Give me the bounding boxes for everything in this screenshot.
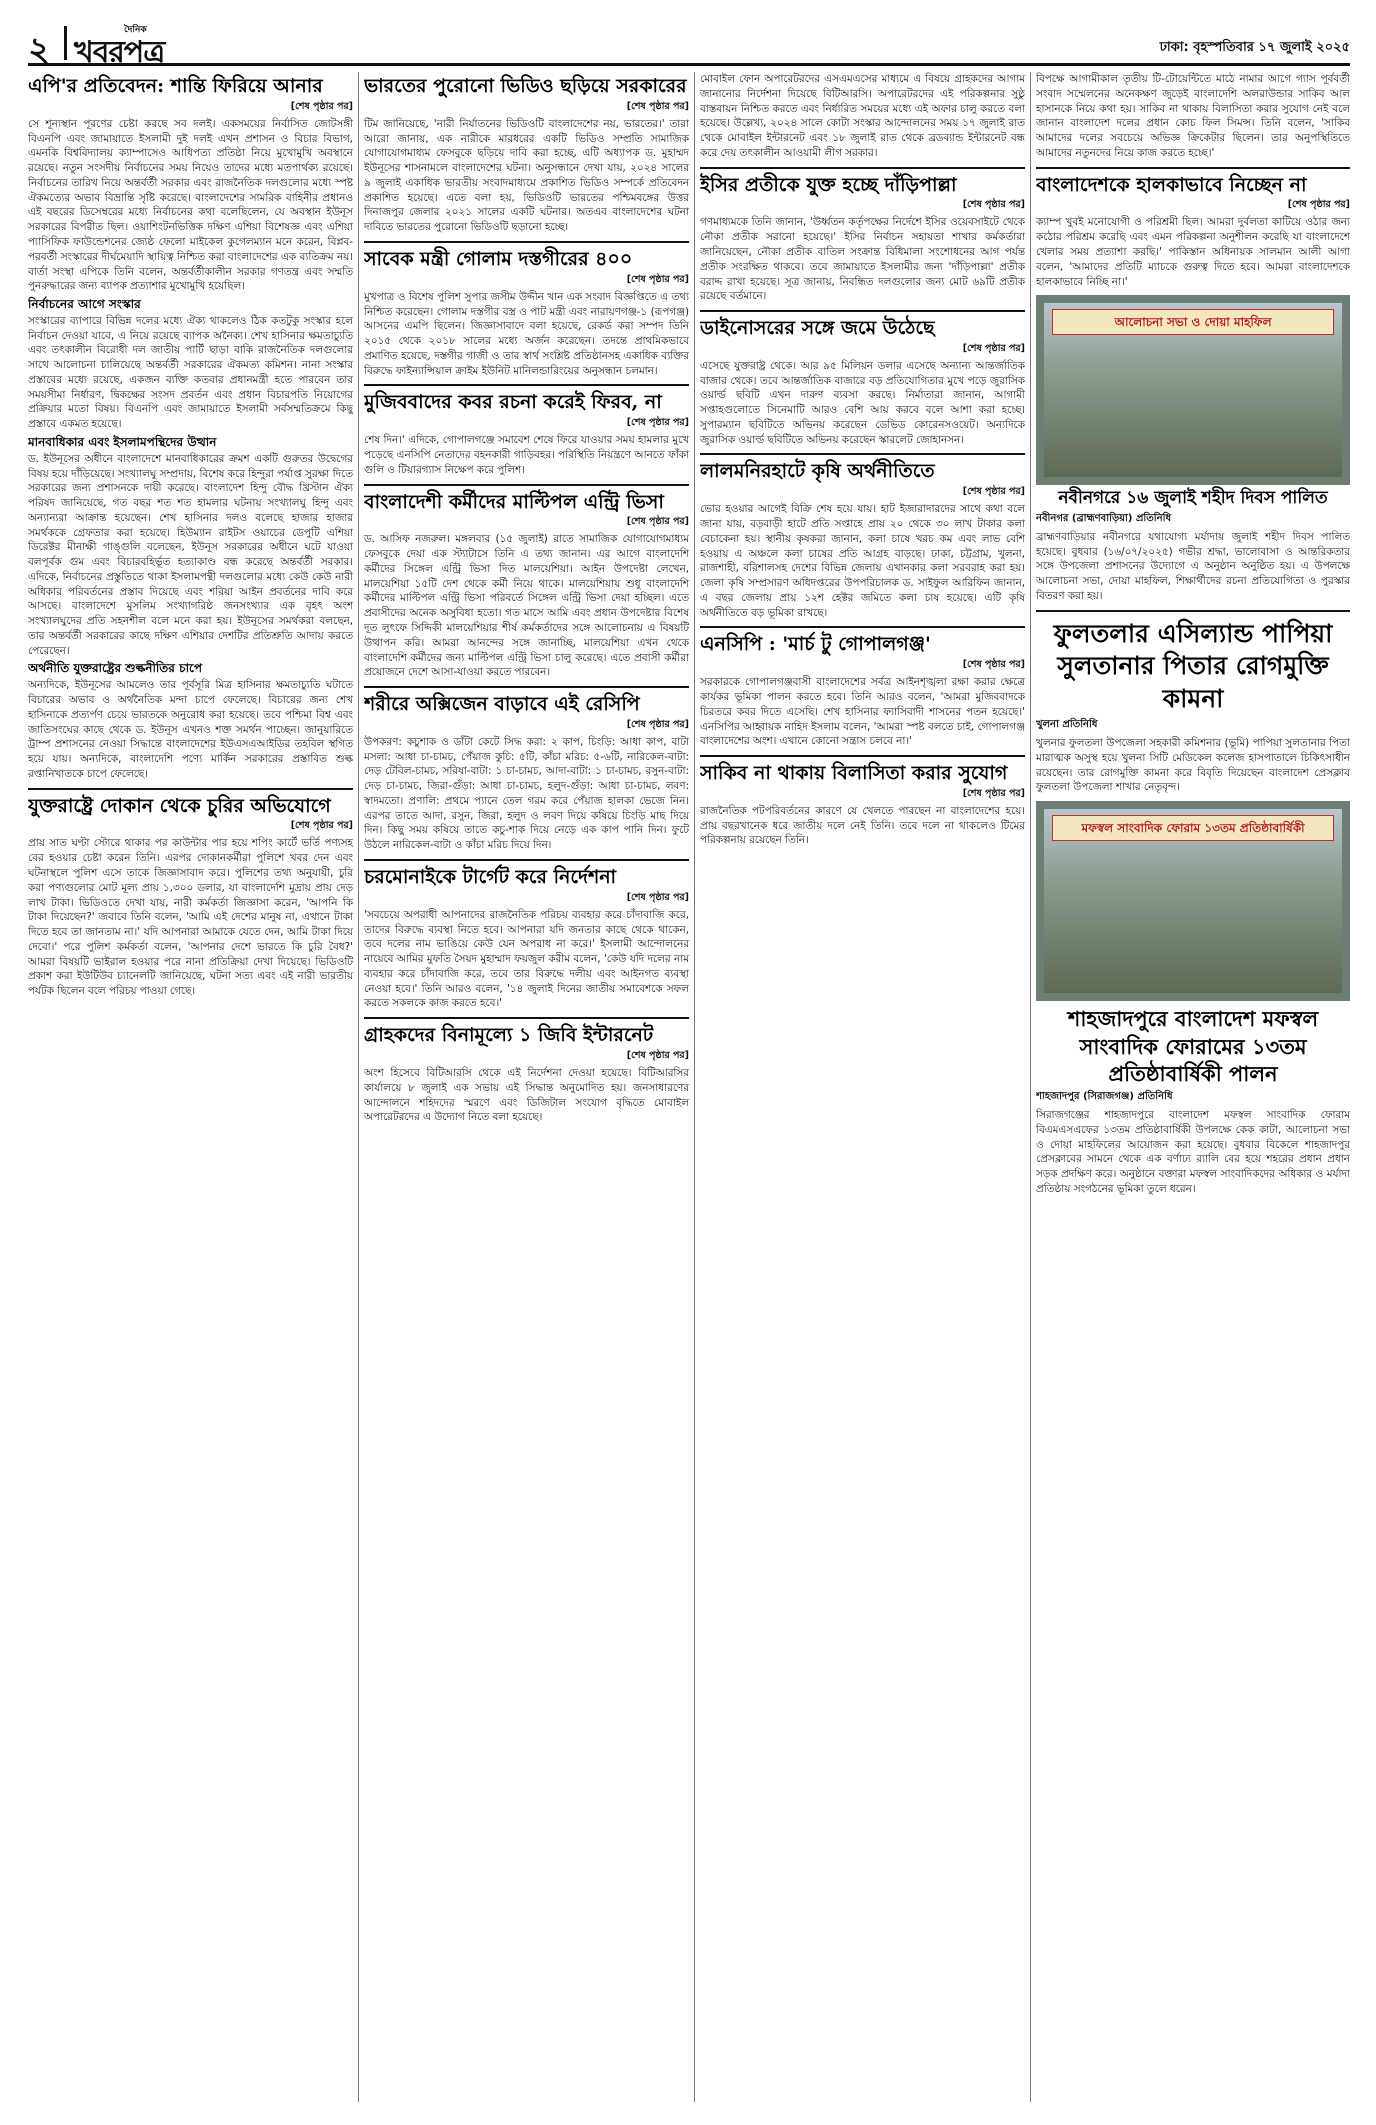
continuation-note: [শেষ পৃষ্ঠার পর] xyxy=(626,891,689,903)
article-us-shoplifting xyxy=(28,788,353,999)
headline[interactable]: ফুলতলার এসিল্যান্ড পাপিয়া সুলতানার পিতার রোগমুক্তি কামনা xyxy=(1053,618,1333,713)
article-body: ড. আসিফ নজরুল। মঙ্গলবার (১৫ জুলাই) রাতে সামাজিক যোগাযোগমাধ্যম ফেসবুকে দেয়া এক স্ট্যাটাসে তিনি এ তথ্য জানান। এর আগে বাংলাদেশি কর্মীদের সিঙ্গেল এন্ট্রি ভিসা দিত মালয়েশিয়া। আইন উপদেষ্টা লেখেন, মালয়েশিয়া ১৫টি দেশ থেকে কর্মী নিয়ে থাকে। মালয়েশিয়ায় শুধু বাংলাদেশি কর্মীদের মাল্টিপল এন্ট্রি ভিসা পরিবর্তে সিঙ্গেল এন্ট্রি ভিসা দেয়া হচ্ছিল। এতে প্রবাসীদের অনেক অসুবিধা হতো। গত মাসে আমি এবং প্রধান উপদেষ্টার বিশেষ দূত লুৎফে সিদ্দিকী মালয়েশিয়ার শীর্ষ কর্মকর্তাদের সঙ্গে আলোচনায় এ বিষয়টি উত্থাপন করি। আমরা আনন্দের সঙ্গে জানাচ্ছি, মালয়েশিয়া এখন থেকে বাংলাদেশি কর্মীদের জন্য মাল্টিপল এন্ট্রি ভিসা চালু করেছে। এতে প্রবাসী কর্মীরা প্রয়োজনে দেশে আসা-যাওয়া করতে পারবেন। xyxy=(364,533,689,679)
subheading: মানবাধিকার এবং ইসলামপন্থিদের উত্থান xyxy=(28,434,217,449)
article-body: টিম জানিয়েছে, 'নারী নির্যাতনের ভিডিওটি বাংলাদেশের নয়, ভারতের।' তারা আরো জানায়, এক নারীকে মারধরের একটি ভিডিও সম্প্রতি সামাজিক যোগাযোগমাধ্যম ফেসবুকে ছড়িয়ে দাবি করা হচ্ছে, এটি অধ্যাপক ড. মুহাম্মদ ইউনূসের শাসনামলে বাংলাদেশের ঘটনা। অনুসন্ধানে দেখা যায়, ২০২৪ সালের ৯ জুলাই একাধিক ভারতীয় সংবাদমাধ্যমে প্রকাশিত ভিডিও সম্পর্কে প্রতিবেদন প্রকাশিত হয়েছে। এতে বলা হয়, ভিডিওটি ভারতের পশ্চিমবঙ্গের উত্তর দিনাজপুর জেলার ২০২১ সালের একটি ঘটনার। অতএব বাংলাদেশের ঘটনা দাবিতে ভারতের পুরোনো ভিডিওটি ছড়ানো হচ্ছে। xyxy=(364,117,689,234)
headline[interactable]: চরমোনাইকে টার্গেট করে নির্দেশনা xyxy=(364,866,617,889)
article-ap-report xyxy=(28,76,353,782)
article-body: সে শূন্যস্থান পূরণের চেষ্টা করছে সব দলই। একসময়ের নির্বাসিত জোটসঙ্গী বিএনপি এবং জামায়াতে ইসলামী দুই দলই এখন প্রশাসন ও বিচার বিভাগ, এমনকি বিশ্ববিদ্যালয় ক্যাম্পাসেও আধিপত্য প্রতিষ্ঠা নিয়ে মুখোমুখি অবস্থানে রয়েছে। নতুন সংসদীয় নির্বাচনের সময় নিয়েও তাদের মধ্যে মতপার্থক্য রয়েছে। নির্বাচনের তারিখ নিয়ে অন্তর্বর্তী সরকার এবং রাজনৈতিক দলগুলোর মধ্যে স্পষ্ট ঐকমত্যের অভাব বিভ্রান্তি সৃষ্টি করেছে। বাংলাদেশের সামরিক বাহিনীর প্রধানও এই বছরের ডিসেম্বরের মধ্যে নির্বাচনের কথা বলেছিলেন, যে অবস্থান ইউনূস সরকারের বিপরীত ছিল। ওয়াশিংটনভিত্তিক দক্ষিণ এশিয়া বিশেষজ্ঞ এবং এশিয়া প্যাসিফিক ফাউন্ডেশনের জ্যেষ্ঠ ফেলো মাইকেল কুগেলম্যান মনে করেন, বিপ্লব-পরবর্তী সংস্কারের দীর্ঘমেয়াদি স্থায়িত্ব নিশ্চিত করা বাংলাদেশের এক ব্যতিক্রম নয়। বার্তা সংস্থা এপিকে তিনি বলেন, অন্তর্বর্তীকালীন সরকার গণতন্ত্র এবং সম্মতি পুনরুদ্ধারের জন্য ব্যাপক প্রত্যাশার মুখোমুখি হয়েছিল। xyxy=(28,117,353,293)
article-ncp-gopalganj xyxy=(700,626,1025,749)
headline[interactable]: এপি'র প্রতিবেদন: শান্তি ফিরিয়ে আনার xyxy=(28,75,323,97)
article-fultala xyxy=(1036,610,1350,796)
article-body: প্রায় সাত ঘণ্টা স্টোরে থাকার পর কাউন্টার পার হয়ে শপিং কার্টে ভর্তি পণ্যসহ বের হওয়ার চেষ্টা করেন তিনি। এরপর দোকানকর্মীরা পুলিশে খবর দেন এবং ঘটনাস্থলে পুলিশ এসে তাকে জিজ্ঞাসাবাদ করে। পুলিশের তথ্য অনুযায়ী, চুরি করা পণ্যগুলোর মোট মূল্য প্রায় ১,৩০০ ডলার, যা বাংলাদেশি মুদ্রায় প্রায় দেড় লাখ টাকা। ভিডিওতে দেখা যায়, নারী কর্মকর্তা জিজ্ঞাসা করেন, 'আপনি কি টাকা দিয়েছেন?' জবাবে তিনি বলেন, 'আমি এই দেশের মানুষ না, এখানে টাকা দিতে হবে তা জানতাম না।' যদি আপনারা আমাকে যেতে দেন, আমি টাকা দিয়ে দেবো।' পরে পুলিশ কর্মকর্তা বলেন, 'আপনার দেশে ভারতে কি চুরি বৈধ?' আমরা বিষয়টি ভাইরাল হওয়ার পরে নানা প্রতিক্রিয়া দেখা দিয়েছে। ভিডিওটি প্রকাশ করা ইউটিউব চ্যানেলটি জানিয়েছে, ঘটনা সত্য এবং এই নারী ভারতীয় পর্যটক ছিলেন বলে পরিচয় পাওয়া গেছে। xyxy=(28,837,353,998)
continuation-note: [শেষ পৃষ্ঠার পর] xyxy=(1287,199,1350,211)
article-mujibbad xyxy=(364,384,689,477)
article-ec-symbol xyxy=(700,167,1025,304)
continuation-note: [শেষ পৃষ্ঠার পর] xyxy=(626,1050,689,1062)
article-body: বিপক্ষে আগামীকাল তৃতীয় টি-টোয়েন্টিতে মাঠে নামার আগে গ্যাস পূর্ববর্তী সংবাদ সম্মেলনের অনেকক্ষণ জুড়েই বাংলাদেশি অলরাউন্ডার সাকিব আল হাসানকে নিয়ে কথা হয়। সাকিব না থাকায় বিলাসিতা করার সুযোগ নেই বলে জানান বাংলাদেশ দলের প্রধান কোচ ফিল সিমন্স। তিনি বলেন, 'সাকিব আমাদের দলের সবচেয়ে অভিজ্ঞ ক্রিকেটার ছিলেন। তার অনুপস্থিতিতে আমাদের নতুনদের নিয়ে কাজ করতে হচ্ছে।' xyxy=(1036,73,1350,159)
continuation-note: [শেষ পৃষ্ঠার পর] xyxy=(962,659,1025,671)
article-shakib-continued xyxy=(1036,72,1350,161)
continuation-note: [শেষ পৃষ্ঠার পর] xyxy=(962,199,1025,211)
headline[interactable]: বাংলাদেশকে হালকাভাবে নিচ্ছেন না xyxy=(1036,173,1307,196)
photo-banner-text: আলোচনা সভা ও দোয়া মাহফিল xyxy=(1052,309,1334,335)
continuation-note: [শেষ পৃষ্ঠার পর] xyxy=(626,718,689,730)
article-body: সংস্কারের ব্যাপারে বিভিন্ন দলের মধ্যে ঐক্য থাকলেও ঠিক কতটুকু সংস্কার হলে নির্বাচন দেওয়া যাবে, এ নিয়ে রয়েছে ব্যাপক অনৈক্য। শেখ হাসিনার ক্ষমতাচ্যুতি এবং তৎকালীন বিরোধী দল জাতীয় পার্টি ছাড়া বাকি রাজনৈতিক দলগুলোর সাথে আলোচনা চালিয়েছে অন্তর্বর্তী সরকারের ঐকমত্য কমিশন। নানা সংস্কার প্রস্তাবের মধ্যে রয়েছে, একজন ব্যক্তি কতবার প্রধানমন্ত্রী হতে পারবেন তার সময়সীমা নির্ধারণ, দ্বিকক্ষের সংসদ প্রবর্তন এবং প্রধান বিচারপতি নিয়োগের প্রক্রিয়ার মতো বিষয়। বিএনপি এবং জামায়াতে ইসলামী সর্বসম্মতিক্রমে কিছু প্রস্তাবে একমত হয়েছে। xyxy=(28,314,353,431)
article-body: রাজনৈতিক পটপরিবর্তনের কারণে যে খেলতে পারছেন না বাংলাদেশের হয়ে। প্রায় বছরখানেক ধরে জাতীয় দলে নেই তিনি। তবে দলে না থাকলেও টিমের পরিকল্পনায় রয়েছেন তিনি। xyxy=(700,804,1025,847)
article-body: ড. ইউনূসের অধীনে বাংলাদেশে মানবাধিকারের ক্রমশ একটি গুরুতর উদ্বেগের বিষয় হয়ে দাঁড়িয়েছে। সংখ্যালঘু সম্প্রদায়, বিশেষ করে হিন্দুরা পর্যাপ্ত সুরক্ষা দিতে সরকারের জন্য প্রশাসনকে দায়ী করেছে। বাংলাদেশ হিন্দু বৌদ্ধ খ্রিস্টান ঐক্য পরিষদ জানিয়েছে, গত বছর শত শত হামলার ঘটনায় সংখ্যালঘু হিন্দু এবং অন্যান্যরা আক্রান্ত হয়েছেন। শেখ হাসিনার দলও বলেছে হাজার হাজার সমর্থককে গ্রেফতার করা হয়েছে। হিউম্যান রাইটস ওয়াচের ডেপুটি এশিয়া ডিরেক্টর মীনাক্ষী গাঙ্গুলি বলেছেন, ইউনূস সরকারের অধীনে ঘটে যাওয়া বলপূর্বক গুম এবং বিচারবহির্ভূত হত্যাকাণ্ড বন্ধ করেছে অন্তর্বর্তী সরকার। এদিকে, নির্বাচনের প্রস্তুতিতে থাকা ইসলামপন্থী দলগুলোর মধ্যে কেউ কেউ নারী অধিকার পরিবর্তনের প্রস্তাব দিয়েছে এবং শরিয়া আইন প্রবর্তনের দাবি করে আসছে। বাংলাদেশে মুসলিম সংখ্যাগরিষ্ঠ জনসংখ্যার এক বৃহৎ অংশ সংখ্যালঘুদের প্রতি সহনশীল বলে মনে করা হয়। ইউনূসের সমর্থকরা বলছেন, তার অন্তর্বর্তী সরকারের কাছে দক্ষিণ এশিয়ার দেশটির প্রতিশ্রুতি আদায় করতে পেরেছেন। xyxy=(28,452,353,657)
continuation-note: [শেষ পৃষ্ঠার পর] xyxy=(962,342,1025,354)
article-body: মোবাইল ফোন অপারেটরদের এসএমএসের মাধ্যমে এ বিষয়ে গ্রাহকদের আগাম জানানোর নির্দেশনা দিয়েছে বিটিআরসি। অপারেটরদের এই পরিকল্পনার সুষ্ঠু বাস্তবায়ন নিশ্চিত করতে এবং নির্ধারিত সময়ের মধ্যে এই অফার চালু করতে বলা হয়েছে। উল্লেখ্য, ২০২৪ সালে কোটা সংস্কার আন্দোলনের সময় ১৭ জুলাই রাত থেকে মোবাইল ইন্টারনেট এবং ১৮ জুলাই রাত থেকে ব্রডব্যান্ড ইন্টারনেট বন্ধ করে দেয় তৎকালীন আওয়ামী লীগ সরকার। xyxy=(700,73,1025,159)
continuation-note: [শেষ পৃষ্ঠার পর] xyxy=(962,486,1025,498)
headline[interactable]: শরীরে অক্সিজেন বাড়াবে এই রেসিপি xyxy=(364,693,640,716)
subheading: নির্বাচনের আগে সংস্কার xyxy=(28,297,141,312)
article-pakistan-cricket xyxy=(1036,167,1350,290)
column-rule xyxy=(1030,72,1031,2102)
news-photo-nabinagar[interactable] xyxy=(1036,295,1350,485)
headline[interactable]: লালমনিরহাটে কৃষি অর্থনীতিতে xyxy=(700,460,935,483)
page-number: ২ xyxy=(28,30,51,70)
article-dinosaur xyxy=(700,310,1025,447)
article-body: গণমাধ্যমকে তিনি জানান, 'উর্ধ্বতন কর্তৃপক্ষের নির্দেশে ইসির ওয়েবসাইটে থেকে নৌকা প্রতীক সরানো হয়েছে।' ইসির নির্বাচন সহায়তা শাখার কর্মকর্তারা জানিয়েছেন, নৌকা প্রতীক বাতিল সংক্রান্ত বিধিমালা সংশোধনের আগ পর্যন্ত প্রতীক সংরক্ষিত থাকবে। তবে জামায়াতে ইসলামীর জন্য 'দাঁড়িপাল্লা' প্রতীক বরাদ্দ রাখা হয়েছে। সূত্র জানায়, নিবন্ধিত দলগুলোর জন্য মোট ৬৯টি প্রতীক রয়েছে বর্তমানে। xyxy=(700,216,1025,303)
column-rule xyxy=(358,72,359,2102)
article-shahjadpur xyxy=(1036,1005,1350,1196)
continuation-note: [শেষ পৃষ্ঠার পর] xyxy=(962,787,1025,799)
article-body: সরকারকে গোপালগঞ্জবাসী বাংলাদেশের সর্বত্র আইনশৃঙ্খলা রক্ষা করার ক্ষেত্রে কার্যকর ভূমিকা পালন করতে হবে। তিনি আরও বলেন, 'আমরা মুজিববাদকে চিরতরে কবর দিতে এসেছি। শেখ হাসিনার ফ্যাসিবাদী শাসনের পতন হয়েছে।' এনসিপির আহ্বায়ক নাহিদ ইসলাম বলেন, 'আমরা স্পষ্ট বলতে চাই, গোপালগঞ্জ বাংলাদেশের অংশ। এখানে কোনো সন্ত্রাস চলবে না।' xyxy=(700,676,1025,748)
article-body: 'সবচেয়ে অপরাধী আপনাদের রাজনৈতিক পরিচয় ব্যবহার করে চাঁদাবাজি করে, তাদের বিরুদ্ধে ব্যবস্থা নিতে হবে। আপনারা যদি জনতার কাছে থেকে থাকেন, তবে দলের নাম ভাঙিয়ে কেউ যেন অপরাধ না করে।' ইসলামী আন্দোলনের নায়েবে আমির মুফতি সৈয়দ মুহাম্মাদ ফয়জুল করীম বলেন, 'কেউ যদি দলের নাম ব্যবহার করে চাঁদাবাজি করে, তবে তার বিরুদ্ধে দলীয় এবং আইনগত ব্যবস্থা নেওয়া হবে।' তিনি আরও বলেন, '১৪ জুলাই দিনের জাতীয় সমাবেশকে সফল করতে সকলকে কাজ করতে হবে।' xyxy=(364,908,689,1010)
continuation-note: [শেষ পৃষ্ঠার পর] xyxy=(626,516,689,528)
article-nabinagar xyxy=(1036,511,1350,604)
article-body: উপকরণ: কচুশাক ও ডাঁটা কেটে সিদ্ধ করা: ২ কাপ, চিংড়ি: আধা কাপ, বাটা মসলা: আধা চা-চামচ, পেঁয়াজ কুচি: ৫টি, কাঁচা মরিচ: ৫-৬টি, নারিকেল-বাটা: দেড় টেবিল-চামচ, সরিষা-বাটা: ১ চা-চামচ, আদা-বাটা: ১ চা-চামচ, রসুন-বাটা: দেড় চা-চামচ, জিরা-গুঁড়া: আধা চা-চামচ, হলুদ-গুঁড়া: আধা চা-চামচ, লবণ: স্বাদমতো। প্রণালি: প্রথমে প্যানে তেল গরম করে পেঁয়াজ হালকা ভেজে নিন। এরপর তাতে আদা, রসুন, জিরা, হলুদ ও লবণ দিয়ে কষিয়ে চিংড়ি মাছ দিয়ে দিন। কিছু সময় কষিয়ে তাতে কচু-শাক দিয়ে নেড়ে এক কাপ পানি দিন। ফুটে উঠলে নারিকেল-বাটা ও কাঁচা মরিচ দিয়ে দিন। xyxy=(364,735,689,852)
newspaper-logo: খবরপত্র xyxy=(74,35,165,70)
byline: শাহজাদপুর (সিরাজগঞ্জ) প্রতিনিধি xyxy=(1036,1091,1173,1103)
continuation-note: [শেষ পৃষ্ঠার পর] xyxy=(290,820,353,832)
headline[interactable]: সাবেক মন্ত্রী গোলাম দস্তগীরের ৪০০ xyxy=(364,247,633,270)
column-2 xyxy=(364,72,689,2102)
byline: নবীনগর (ব্রাহ্মণবাড়িয়া) প্রতিনিধি xyxy=(1036,512,1172,524)
article-oxygen-recipe xyxy=(364,686,689,853)
headline[interactable]: ইসির প্রতীকে যুক্ত হচ্ছে দাঁড়িপাল্লা xyxy=(700,173,957,196)
photo-banner-text: মফস্বল সাংবাদিক ফোরাম ১৩তম প্রতিষ্ঠাবার্ষিকী xyxy=(1052,815,1334,841)
article-body: খুলনার ফুলতলা উপজেলা সহকারী কমিশনার (ভূমি) পাপিয়া সুলতানার পিতা মারাত্মক অসুস্থ হয়ে খুলনা সিটি মেডিকেল কলেজ হাসপাতালে চিকিৎসাধীন রয়েছেন। তার রোগমুক্তি কামনা করে বিবৃতি দিয়েছেন বাংলাদেশ প্রেসক্লাব ফুলতলা উপজেলা শাখার নেতৃবৃন্দ। xyxy=(1036,737,1350,794)
masthead-divider xyxy=(64,26,67,60)
article-old-video xyxy=(364,76,689,235)
dateline: ঢাকা: বৃহস্পতিবার ১৭ জুলাই ২০২৫ xyxy=(1159,40,1350,55)
headline[interactable]: যুক্তরাষ্ট্রে দোকান থেকে চুরির অভিযোগে xyxy=(28,794,331,817)
article-body: ভোর হওয়ার আগেই বিক্রি শেষ হয়ে যায়। হাট ইজারাদারদের সাথে কথা বলে জানা যায়, বড়বাড়ী হাটে প্রতি সপ্তাহে প্রায় ২০ থেকে ৩০ লাখ টাকার কলা বেচাকেনা হয়। স্থানীয় কৃষকরা জানান, কলা চাষে খরচ কম এবং লাভ বেশি হওয়ায় এ অঞ্চলে কলা চাষের প্রতি আগ্রহ বাড়ছে। ঢাকা, চট্টগ্রাম, খুলনা, রাজশাহী, বরিশালসহ দেশের বিভিন্ন জেলায় এখানকার কলা সরবরাহ করা হয়। জেলা কৃষি সম্প্রসারণ অধিদপ্তরের উপপরিচালক ড. সাইফুল আরিফিন জানান, এ বছর জেলায় প্রায় ১২শ হেক্টর জমিতে কলা চাষ হয়েছে। এটি কৃষি অর্থনীতিতে বড় ভূমিকা রাখছে। xyxy=(700,503,1025,619)
headline[interactable]: মুজিববাদের কবর রচনা করেই ফিরব, না xyxy=(364,391,662,414)
article-body: ক্যাম্প খুবই মনোযোগী ও পরিশ্রমী ছিল। আমরা দুর্বলতা কাটিয়ে ওঠার জন্য কঠোর পরিশ্রম করেছি এবং এমন পরিকল্পনা অনুশীলন করেছি যা বাংলাদেশে খেলার সময় প্রত্যাশা করছি।' পাকিস্তান অধিনায়ক সালমান আলী আগা বলেন, 'আমাদের প্রতিটি ম্যাচকে গুরুত্ব দিতে হবে। আমরা বাংলাদেশকে হালকাভাবে নিচ্ছি না।' xyxy=(1036,216,1350,288)
continuation-note: [শেষ পৃষ্ঠার পর] xyxy=(626,273,689,285)
headline[interactable]: ডাইনোসরের সঙ্গে জমে উঠেছে xyxy=(700,317,935,340)
continuation-note: [শেষ পৃষ্ঠার পর] xyxy=(290,100,353,112)
photo-caption-headline[interactable]: নবীনগরে ১৬ জুলাই শহীদ দিবস পালিত xyxy=(1058,488,1328,509)
article-lalmonirhat xyxy=(700,453,1025,620)
continuation-note: [শেষ পৃষ্ঠার পর] xyxy=(626,100,689,112)
article-shakib xyxy=(700,755,1025,848)
article-body: অংশ হিসেবে বিটিআরসি থেকে এই নির্দেশনা দেওয়া হয়েছে। বিটিআরসির কার্যালয়ে ৮ জুলাই এক সভায় এই সিদ্ধান্ত অনুমোদিত হয়। জনসাধারণের আন্দোলনে শহিদদের স্মরণে এবং ডিজিটাল সংযোগ বৃদ্ধিতে মোবাইল অপারেটরদের এ উদ্যোগ নিতে বলা হয়েছে। xyxy=(364,1067,689,1124)
column-1 xyxy=(28,72,353,2102)
headline[interactable]: ভারতের পুরোনো ভিডিও ছড়িয়ে সরকারের xyxy=(364,75,687,97)
headline[interactable]: এনসিপি : 'মার্চ টু গোপালগঞ্জ' xyxy=(700,633,931,656)
article-body: অন্যদিকে, ইউনূসের আমলেও তার পূর্বসূরি মিত্র হাসিনার ক্ষমতাচ্যুতি ঘটাতে বিচারের অভাব ও অর্থনৈতিক মন্দা চাপে ফেলেছে। বিচারের জন্য শেখ হাসিনাকে প্রত্যর্পণ চেয়ে ভারতকে অনুরোধ করা হয়েছে। তবে পশ্চিমা বিশ্ব এবং জাতিসংঘের কাছে থেকে ড. ইউনূস এখনও শক্ত সমর্থন পাচ্ছেন। জানুয়ারিতে ট্রাম্প প্রশাসনের নেওয়া সিদ্ধান্তে বাংলাদেশের ইউএসএআইডির তহবিল স্থগিত হয়ে যায়। অন্যদিকে, বাংলাদেশি পণ্যে মার্কিন সরকারের প্রস্তাবিত শুল্ক রপ্তানিখাতকে চাপে ফেলেছে। xyxy=(28,679,353,780)
continuation-note: [শেষ পৃষ্ঠার পর] xyxy=(626,417,689,429)
headline[interactable]: শাহজাদপুরে বাংলাদেশ মফস্বল সাংবাদিক ফোরামের ১৩তম প্রতিষ্ঠাবার্ষিকী পালন xyxy=(1067,1006,1319,1086)
article-multiple-entry-visa xyxy=(364,484,689,681)
article-body: সিরাজগঞ্জের শাহজাদপুরে বাংলাদেশ মফস্বল সাংবাদিক ফোরাম বিএমএসএফের ১৩তম প্রতিষ্ঠাবার্ষিকী উপলক্ষে কেক কাটা, আলোচনা সভা ও দোয়া মাহফিলের আয়োজন করা হয়েছে। বুধবার বিকেলে শাহজাদপুর প্রেসক্লাবের সামনে থেকে এক বর্ণাঢ্য র‍্যালি বের হয়ে শহরের প্রধান প্রধান সড়ক প্রদক্ষিণ করে। অনুষ্ঠানে বক্তারা মফস্বল সাংবাদিকদের অধিকার ও মর্যাদা প্রতিষ্ঠায় সংগঠনের ভূমিকা তুলে ধরেন। xyxy=(1036,1109,1350,1195)
column-4 xyxy=(1036,72,1350,2102)
article-body: মুখপাত্র ও বিশেষ পুলিশ সুপার জসীম উদ্দীন খান এক সংবাদ বিজ্ঞপ্তিতে এ তথ্য নিশ্চিত করেছেন। গোলাম দস্তগীর বস্ত্র ও পাট মন্ত্রী এবং নারায়ণগঞ্জ-১ (রূপগঞ্জ) আসনের এমপি ছিলেন। জিজ্ঞাসাবাদে বলা হয়েছে, রেকর্ড করা সম্পদ তিনি ২০১৫ থেকে ২০১৮ সালের মধ্যে অর্জন করেছেন। তদন্তে প্রাথমিকভাবে প্রমাণিত হয়েছে, দস্তগীর গাজী ও তার স্বার্থ সংশ্লিষ্ট প্রতিষ্ঠানসহ একাধিক ব্যক্তির বিরুদ্ধে ফাইন্যান্সিয়াল ক্রাইম ইউনিট মানিলন্ডারিংয়ের অনুসন্ধান চলমান। xyxy=(364,290,689,377)
article-dastagir xyxy=(364,241,689,378)
news-photo-shahjadpur[interactable] xyxy=(1036,801,1350,1001)
article-body: ব্রাহ্মণবাড়িয়ার নবীনগরে যথাযোগ্য মর্যাদায় জুলাই শহীদ দিবস পালিত হয়েছে। বুধবার (১৬/০৭/২০২৫) গভীর শ্রদ্ধা, ভালোবাসা ও আন্তরিকতার সঙ্গে উপজেলা প্রশাসনের উদ্যোগে এ অনুষ্ঠান অনুষ্ঠিত হয়। এ উপলক্ষে আলোচনা সভা, দোয়া মাহফিল, শিক্ষার্থীদের রচনা প্রতিযোগিতা ও পুরস্কার বিতরণ করা হয়। xyxy=(1036,530,1350,602)
column-rule xyxy=(694,72,695,2102)
article-internet-continued xyxy=(700,72,1025,161)
masthead xyxy=(28,22,1350,70)
article-charmonai xyxy=(364,859,689,1011)
article-body: এসেছে যুক্তরাষ্ট্র থেকে। আর ৯৫ মিলিয়ন ডলার এসেছে অন্যান্য আন্তর্জাতিক বাজার থেকে। তবে আন্তর্জাতিক বাজারে বড় প্রতিযোগিতার মুখে পড়ে জুরাসিক ওয়ার্ল্ড ছবিটি এখন দারুণ ব্যবসা করছে। নির্মাতারা জানান, আগামী সপ্তাহগুলোতে সিনেমাটি আরও বেশি আয় করবে বলে আশা করা হচ্ছে। সুপারম্যান ছবিটিতে অভিনয় করেছেন ডেভিড কোরেনসওয়েট। অন্যদিকে জুরাসিক ওয়ার্ল্ড ছবিটিতে অভিনয় করেছেন স্কারলেট জোহানসন। xyxy=(700,359,1025,446)
daily-label: দৈনিক xyxy=(124,25,147,35)
headline[interactable]: বাংলাদেশী কর্মীদের মাল্টিপল এন্ট্রি ভিসা xyxy=(364,490,664,513)
headline[interactable]: গ্রাহকদের বিনামূল্যে ১ জিবি ইন্টারনেট xyxy=(364,1024,654,1047)
article-body: শেষ দিন।' এদিকে, গোপালগঞ্জে সমাবেশ শেষে ফিরে যাওয়ার সময় হামলার মুখে পড়েছে এনসিপি নেতাদের বহনকারী গাড়িবহর। পরিস্থিতি নিয়ন্ত্রণে আনতে ফাঁকা গুলি ও টিয়ারগ্যাস নিক্ষেপ করে পুলিশ। xyxy=(364,434,689,476)
article-free-internet xyxy=(364,1017,689,1125)
column-3 xyxy=(700,72,1025,2102)
byline: খুলনা প্রতিনিধি xyxy=(1036,719,1098,731)
headline[interactable]: সাকিব না থাকায় বিলাসিতা করার সুযোগ xyxy=(700,762,1008,785)
subheading: অর্থনীতি যুক্তরাষ্ট্রের শুল্কনীতির চাপে xyxy=(28,661,203,676)
